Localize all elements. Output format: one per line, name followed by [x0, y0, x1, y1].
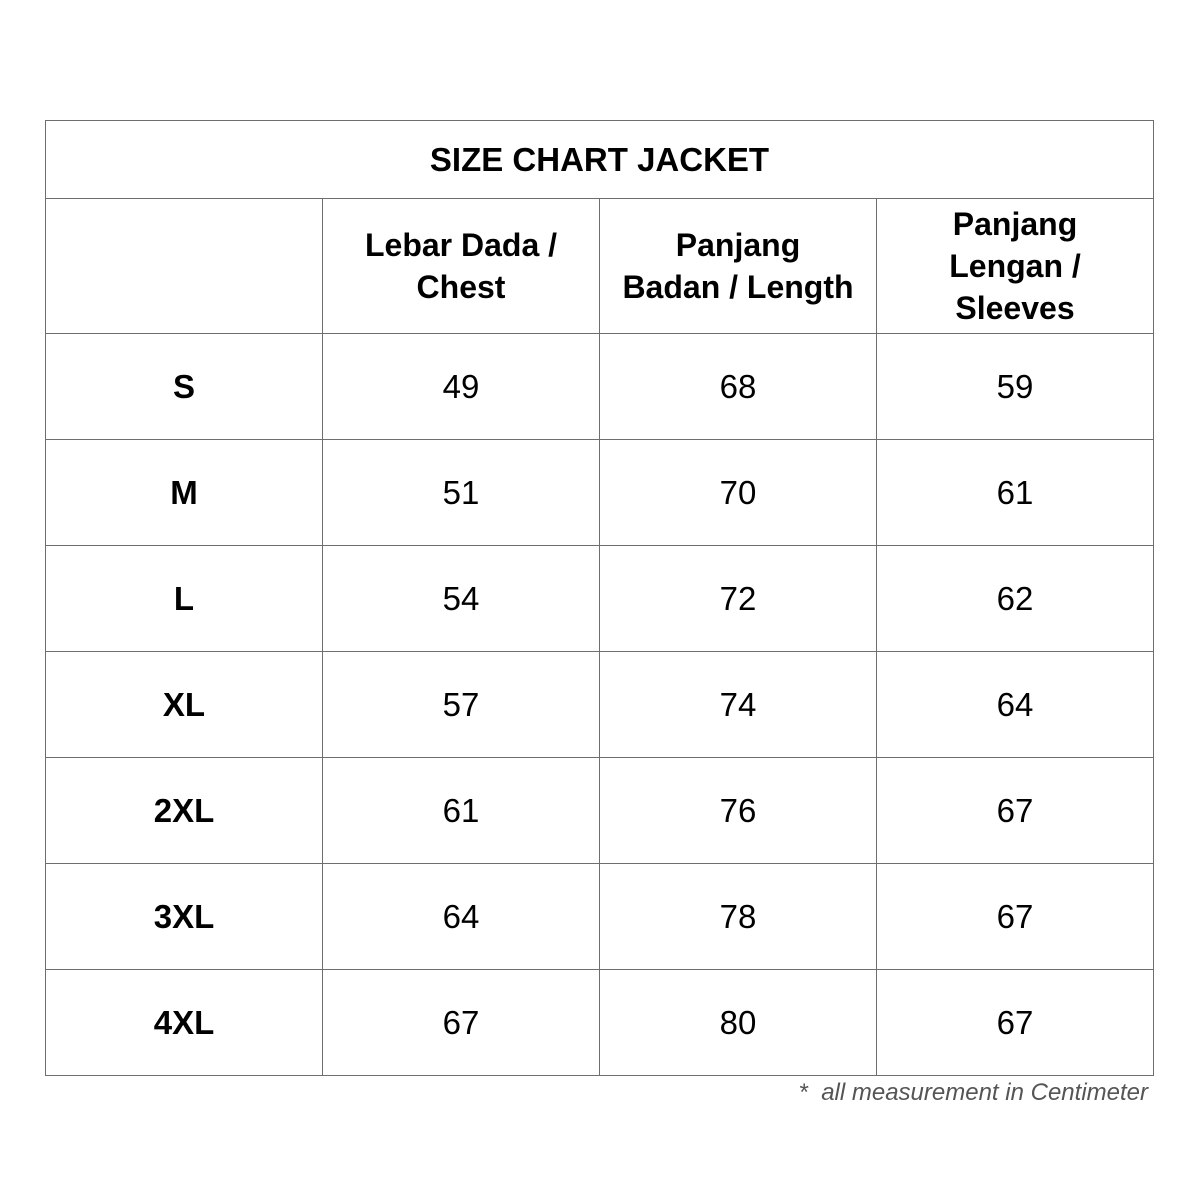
chart-title: SIZE CHART JACKET — [46, 121, 1154, 199]
length-value: 68 — [600, 334, 877, 440]
length-value: 80 — [600, 970, 877, 1076]
sleeves-value: 61 — [877, 440, 1154, 546]
table-row — [46, 970, 1154, 1076]
sleeves-value: 67 — [877, 864, 1154, 970]
chest-value: 51 — [323, 440, 600, 546]
length-value: 78 — [600, 864, 877, 970]
size-label: XL — [46, 652, 323, 758]
header-sleeves — [877, 199, 1154, 334]
chest-value: 61 — [323, 758, 600, 864]
length-value: 72 — [600, 546, 877, 652]
size-label: S — [46, 334, 323, 440]
sleeves-value: 67 — [877, 970, 1154, 1076]
header-sleeves-line-1: Panjang — [952, 206, 1078, 242]
table-row — [46, 546, 1154, 652]
size-label: M — [46, 440, 323, 546]
header-sleeves-line-2: Lengan / — [949, 248, 1081, 284]
chest-value: 57 — [323, 652, 600, 758]
length-value: 76 — [600, 758, 877, 864]
chest-value: 54 — [323, 546, 600, 652]
header-sleeves-line-3: Sleeves — [955, 290, 1075, 326]
table-row — [46, 334, 1154, 440]
size-chart-table — [45, 120, 1154, 1076]
sleeves-value: 64 — [877, 652, 1154, 758]
sleeves-value: 59 — [877, 334, 1154, 440]
chest-value: 64 — [323, 864, 600, 970]
header-chest — [323, 199, 600, 334]
chest-value: 67 — [323, 970, 600, 1076]
header-length-line-1: Panjang — [675, 227, 801, 263]
title-row — [46, 121, 1154, 199]
size-label: 2XL — [46, 758, 323, 864]
table-row — [46, 758, 1154, 864]
measurement-footnote: * all measurement in Centimeter — [798, 1079, 1148, 1106]
sleeves-value: 67 — [877, 758, 1154, 864]
sleeves-value: 62 — [877, 546, 1154, 652]
table-row — [46, 652, 1154, 758]
header-chest-line-1: Lebar Dada / — [364, 227, 558, 263]
size-label: L — [46, 546, 323, 652]
table-row — [46, 864, 1154, 970]
length-value: 70 — [600, 440, 877, 546]
header-length — [600, 199, 877, 334]
header-row — [46, 199, 1154, 334]
header-chest-line-2: Chest — [416, 269, 506, 305]
header-size — [46, 199, 323, 334]
header-length-line-2: Badan / Length — [622, 269, 854, 305]
table-row — [46, 440, 1154, 546]
length-value: 74 — [600, 652, 877, 758]
size-label: 4XL — [46, 970, 323, 1076]
size-label: 3XL — [46, 864, 323, 970]
chest-value: 49 — [323, 334, 600, 440]
